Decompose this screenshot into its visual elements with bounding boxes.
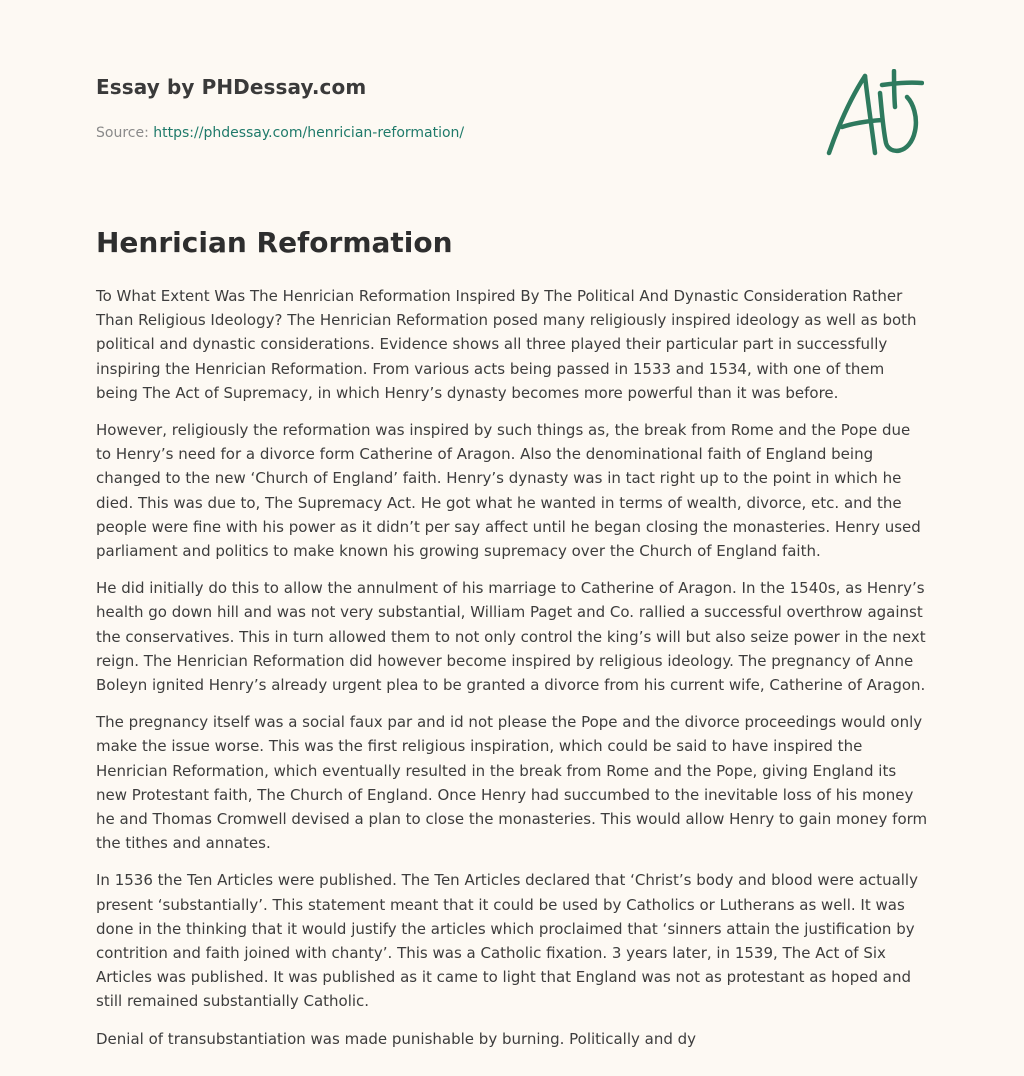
article-title: Henrician Reformation [96, 226, 453, 259]
paragraph: In 1536 the Ten Articles were published. The Ten Articles declared that ‘Christ’s body and blood were actually present ‘substantially’. This statement meant that it could be used by Catholics or Lutherans as well. It was done in the thinking that it would justify the articles which proclaimed that ‘sinners attain the justification by contrition and faith joined with chanty’. This was a Catholic fixation. 3 years later, in 1539, The Act of Six Articles was published. It was published as it came to light that England was not as protestant as hoped and still remained substantially Catholic. [96, 871, 918, 1011]
paragraph: The pregnancy itself was a social faux par and id not please the Pope and the divorce proceedings would only make the issue worse. This was the first religious inspiration, which could be said to have inspired the Henrician Reformation, which eventually resulted in the break from Rome and the Pope, giving England its new Protestant faith, The Church of England. Once Henry had succumbed to the inevitable loss of his money he and Thomas Cromwell devised a plan to close the monasteries. This would allow Henry to gain money form the tithes and annates. [96, 713, 928, 853]
source-line [96, 125, 464, 141]
article-body [96, 284, 928, 1064]
paragraph: Denial of transubstantiation was made punishable by burning. Politically and dy [96, 1029, 697, 1048]
site-title: Essay by PHDessay.com [96, 75, 367, 99]
source-link[interactable]: https://phdessay.com/henrician-reformation/ [153, 125, 465, 141]
a-plus-logo-icon [824, 69, 924, 163]
page-header [96, 75, 928, 175]
paragraph: However, religiously the reformation was inspired by such things as, the break from Rome and the Pope due to Henry’s need for a divorce form Catherine of Aragon. Also the denominational faith of England being changed to the new ‘Church of England’ faith. Henry’s dynasty was in tact right up to the point in which he died. This was due to, The Supremacy Act. He got what he wanted in terms of wealth, divorce, etc. and the people were fine with his power as it didn’t per say affect until he began closing the monasteries. Henry used parliament and politics to make known his growing supremacy over the Church of England faith. [96, 421, 921, 561]
paragraph: He did initially do this to allow the annulment of his marriage to Catherine of Aragon. In the 1540s, as Henry’s health go down hill and was not very substantial, William Paget and Co. rallied a successful overthrow against the conservatives. This in turn allowed them to not only control the king’s will but also seize power in the next reign. The Henrician Reformation did however become inspired by religious ideology. The pregnancy of Anne Boleyn ignited Henry’s already urgent plea to be granted a divorce from his current wife, Catherine of Aragon. [96, 579, 926, 695]
paragraph: To What Extent Was The Henrician Reformation Inspired By The Political And Dynastic Consideration Rather Than Religious Ideology? The Henrician Reformation posed many religiously inspired ideology as well as both political and dynastic considerations. Evidence shows all three played their particular part in successfully inspiring the Henrician Reformation. From various acts being passed in 1533 and 1534, with one of them being The Act of Supremacy, in which Henry’s dynasty becomes more powerful than it was before. [96, 287, 917, 402]
source-label: Source: [96, 125, 154, 141]
